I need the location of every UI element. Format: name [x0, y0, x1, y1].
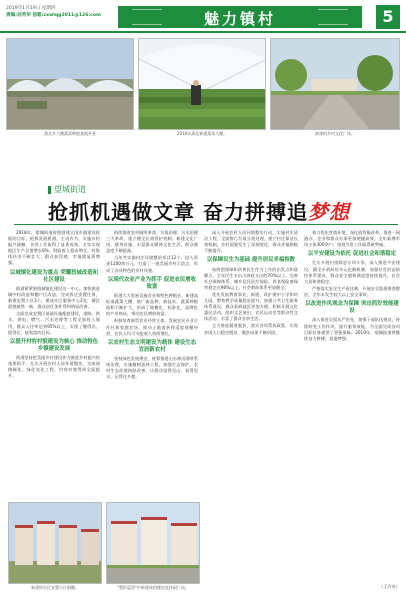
- paragraph: 深入开展农村人居环境整治行动，实施村庄清洁工程，全面推行垃圾分类处理，建立村庄保洁长效机制，农村面貌发生了深刻变化，群众幸福指数不断提升。: [204, 230, 298, 254]
- headline-main: 抢抓机遇做文章 奋力拼搏追: [48, 200, 308, 224]
- section-heading: 以平安建设为依托 促进社会和谐稳定: [307, 251, 397, 258]
- paragraph: 街道大力发展设施农业和特色种植业，新建高标准蔬菜大棚，推广新品种、新技术，蔬菜种植面积不断扩大，形成了规模化、标准化、品牌化的产业格局，带动农民增收致富。: [106, 293, 198, 317]
- section-heading: 以改进作风观念为保障 突出抓好效能建设: [305, 301, 399, 315]
- date-line: 2019年1月19日 星期四: [6, 6, 56, 11]
- paragraph: 积极培育新型农业经营主体，发展农民专业合作社和家庭农场，推动土地流转和适度规模经营，农民人均可支配收入持续增长。: [106, 318, 198, 336]
- photo-new-buildings: [106, 502, 200, 584]
- paragraph: 着力优化营商环境，深化放管服改革，推进一网通办，企业和群众办事更加便捷高效。全年新增市场主体300余户，招商引资工作取得新突破。: [304, 230, 400, 248]
- section-heading: 以农村生态文明建设为载体 建设生态宜居新农村: [107, 339, 197, 353]
- paragraph: 全力推进精准脱贫，落实各项帮扶政策，实现贫困人口稳定脱贫，脱贫成果不断巩固。: [204, 323, 298, 335]
- photo-village-square: [270, 38, 400, 130]
- editor-line: 责编:刘英华 信箱:zxwlqg2011@126.com: [6, 13, 101, 18]
- section-title-band: [118, 6, 362, 28]
- paragraph: 优先发展教育事业，新建、改扩建中小学和幼儿园，教育教学质量稳步提升。加强公共卫生服务体系建设，群众看病就医更加方便。积极开展文化惠民活动，组织文艺演出、农民运动会等群众性文体活动，丰富了群众业余生活。: [204, 291, 298, 322]
- photo-caption: 新建的乡村文化广场。: [315, 131, 355, 136]
- headline-rule: [14, 224, 398, 225]
- section-heading: 以保障民生为基础 提升居民幸福指数: [206, 257, 296, 264]
- photo-caption: "塑形蓝图"中新建成的楼房及休闲广场。: [117, 585, 189, 590]
- photo-caption: 蒲北乡大棚蔬菜种植基地外景: [44, 131, 96, 136]
- section-heading: 以城镇化建设为重点 荣耀扭城改造和社区建设: [9, 269, 99, 283]
- article-column-4: [304, 230, 400, 585]
- section-title: 魅力镇村: [203, 10, 276, 28]
- paragraph: 街道坚持把美丽乡村建设作为推进乡村振兴的重要抓手，扎实开展农村人居环境整治，完成道路硬化、绿化亮化工程，村容村貌得到全面提升。: [8, 355, 100, 379]
- author-byline: （王方舟）: [379, 584, 400, 589]
- paragraph: 深入推进全面从严治党，加强干部队伍建设，持续转变工作作风，提升服务效能，为全面完成各项目标任务提供了坚强保障。2019年，望城街道将继续奋力拼搏，追逐梦想。: [304, 317, 400, 341]
- paragraph: 扎实开展扫黑除恶专项斗争，深入推进平安建设，健全矛盾纠纷多元化解机制，加强社会治安防控体系建设，群众安全感和满意度持续提升，社会大局和谐稳定。: [304, 260, 400, 284]
- photo-greenhouse-exterior: [6, 38, 134, 130]
- paragraph: 当年共实施村庄环境整治项目12个，投入资金1200余万元，打造了一批美丽乡村示范点，形成了各具特色的乡村风貌。: [106, 255, 198, 273]
- article-column-2: [106, 230, 198, 498]
- photo-greenhouse-interior: [138, 38, 266, 130]
- section-heading: 以现代农业产业为抓手 促进农民增收致富: [107, 276, 197, 290]
- paragraph: 全面完成安置区基础设施配套建设，道路、供水、供电、燃气、污水处理等工程全部投入使用，群众入住率达到95%以上，实现了搬得出、稳得住、能致富的目标。: [8, 311, 100, 335]
- paragraph: 街道紧紧围绕城镇化建设这一中心，加快推进城中村改造和棚户区改造，完成拆迁安置任务，新建安置小区3个，建成社区服务中心2处，城区面貌焕然一新，群众居住条件得到明显改善。: [8, 285, 100, 310]
- article-headline-block: [14, 184, 398, 226]
- masthead: [0, 0, 406, 33]
- masthead-meta: [6, 5, 101, 19]
- article-column-1: [8, 230, 100, 498]
- photo-resettlement-aerial: [8, 502, 102, 584]
- paragraph: 严格落实安全生产责任制，开展安全隐患排查整治，全年未发生较大以上安全事故。: [304, 285, 400, 297]
- page-number: 5: [376, 5, 400, 29]
- photo-caption: 新建的东区安置小区俯瞰。: [31, 585, 79, 590]
- article-column-3: [204, 230, 298, 585]
- paragraph: 2018年，望城街道按照创建全国乡镇建设样板的目标，抢抓发展机遇，主动作为，实施乡村振兴战略，各项工作取得了显著成效。全年实现地区生产总值增长8%，财政收入稳步增长，村集体经济不断壮大，群众获得感、幸福感显著增强。: [8, 230, 100, 266]
- section-heading: 以提升村容村貌建设为核心 推动特色乡镇建设发展: [9, 338, 99, 352]
- paragraph: 坚持绿色发展理念，统筹推进山水林田湖草系统治理，实施植树造林工程，加强生态保护，农村生态环境持续改善，让群众望得见山、看得见水、记得住乡愁。: [106, 356, 198, 380]
- headline: [48, 196, 350, 225]
- photo-caption: 2018年蒲北新建蔬菜大棚。: [176, 131, 228, 136]
- kicker: 望城街道: [54, 185, 86, 194]
- paragraph: 始终把保障和改善民生作为工作的出发点和落脚点，全年民生支出占财政支出的70%以上。完善社会保障体系，城乡居民医疗保险、养老保险参保率稳定在98%以上，社会救助体系更加健全。: [204, 266, 298, 290]
- kicker-bar: [48, 186, 51, 194]
- headline-dream: 梦想: [307, 200, 350, 224]
- paragraph: 持续推进农村厕所革命、垃圾治理、污水治理三大革命，建立健全长效管护机制。新建文化广场、健身设施，丰富群众精神文化生活，群众满意度不断提高。: [106, 230, 198, 254]
